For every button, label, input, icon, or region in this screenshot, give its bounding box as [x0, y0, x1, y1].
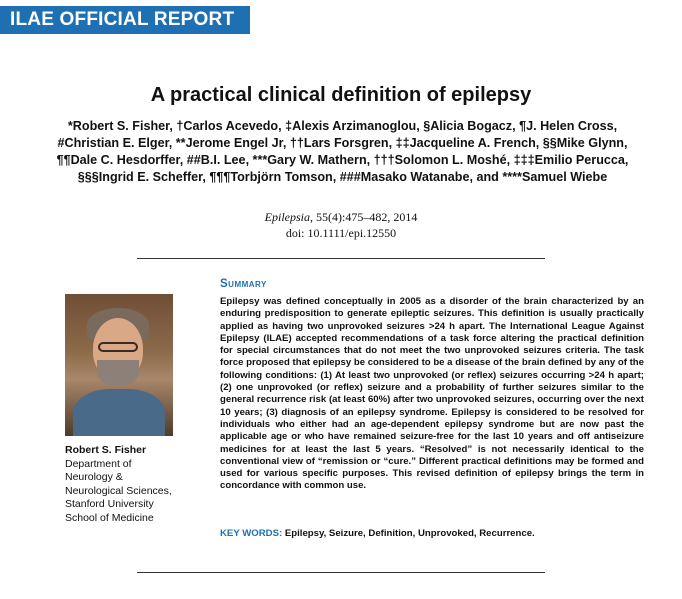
keywords-list: Epilepsy, Seizure, Definition, Unprovoked, Recurrence.: [284, 528, 535, 539]
journal-name: Epilepsia: [264, 210, 310, 224]
doi: doi: 10.1111/epi.12550: [285, 226, 397, 240]
divider-bottom: [137, 572, 545, 573]
keywords: [220, 528, 644, 540]
author-caption: [65, 444, 190, 525]
report-banner: ILAE OFFICIAL REPORT: [0, 6, 250, 34]
divider-top: [137, 258, 545, 259]
author-list: *Robert S. Fisher, †Carlos Acevedo, ‡Alexis Arzimanoglou, §Alicia Bogacz, ¶J. Helen Cross, #Christian E. Elger, **Jerome Engel Jr, ††Lars Forsgren, ‡‡Jacqueline A. French, §§Mike Glynn, ¶¶Dale C. Hesdorffer, ##B.I. Lee, ***Gary W. Mathern, †††Solomon L. Moshé, ‡‡‡Emilio Perucca, §§§Ingrid E. Scheffer, ¶¶¶Torbjörn Tomson, ###Masako Watanabe, and ****Samuel Wiebe: [56, 119, 629, 184]
affiliation-line: Neurological Sciences,: [65, 484, 172, 497]
affiliation-line: School of Medicine: [65, 511, 154, 524]
citation-journal-line: [0, 209, 682, 225]
article-title: A practical clinical definition of epilepsy: [150, 84, 532, 106]
volume-pages: , 55(4):475–482, 2014: [310, 210, 418, 224]
affiliation-line: Neurology &: [65, 471, 123, 483]
author-photo: [65, 294, 173, 436]
author-caption-name: Robert S. Fisher: [65, 444, 147, 456]
citation: [0, 209, 682, 241]
summary-heading: Summary: [220, 278, 267, 290]
affiliation-line: Department of: [65, 457, 132, 470]
affiliation-line: Stanford University: [65, 498, 154, 510]
keywords-label: KEY WORDS:: [220, 528, 283, 539]
summary-text: Epilepsy was defined conceptually in 2005 as a disorder of the brain characterized by an enduring predisposition to generate epileptic seizures. This definition is usually practically applied as having two unprovoked seizures >24 h apart. The International League Against Epilepsy (ILAE) accepted recommendations of a task force altering the practical definition for special circumstances that do not meet the two unprovoked seizures criteria. The task force proposed that epilepsy be considered to be a disease of the brain defined by any of the following conditions: (1) At least two unprovoked (or reflex) seizures occurring >24 h apart; (2) one unprovoked (or reflex) seizure and a probability of further seizures similar to the general recurrence risk (at least 60%) after two unprovoked seizures, occurring over the next 10 years; (3) diagnosis of an epilepsy syndrome. Epilepsy is considered to be resolved for individuals who either had an age-dependent epilepsy syndrome but are now past the applicable age or who have remained seizure-free for the last 10 years and off antiseizure medicines for at least the last 5 years. “Resolved” is not necessarily identical to the conventional view of “remission or “cure.” Different practical definitions may be formed and used for various specific purposes. This revised definition of epilepsy brings the term in concordance with common use.: [220, 296, 644, 492]
